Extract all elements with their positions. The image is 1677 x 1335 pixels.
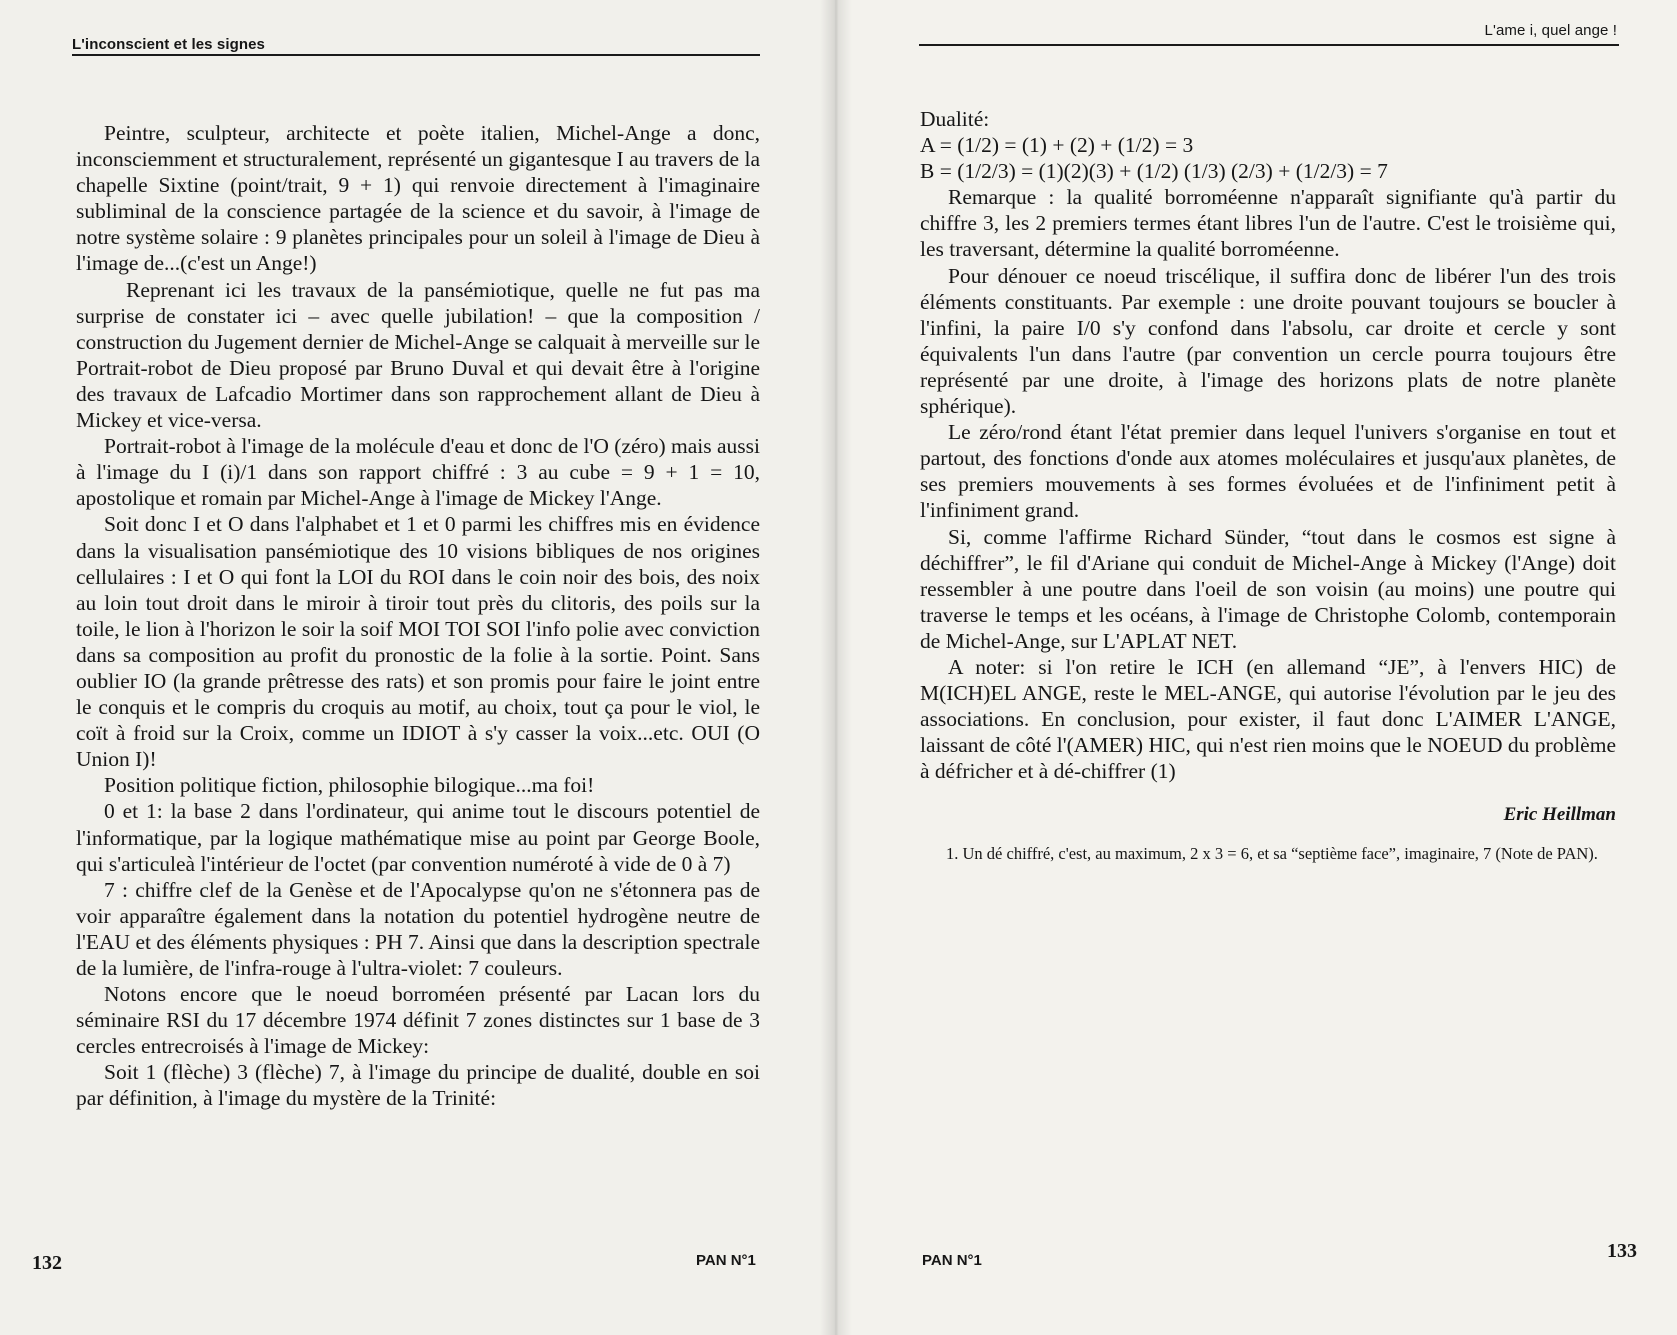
formula-b: B = (1/2/3) = (1)(2)(3) + (1/2) (1/3) (2/3) + (1/2/3) = 7 xyxy=(920,159,1388,184)
paragraph: Portrait-robot à l'image de la molécule d'eau et donc de l'O (zéro) mais aussi à l'image du I (i)/1 dans son rapport chiffré : 3 au cube = 9 + 1 = 10, apostolique et romain par Michel-Ange à l'image de Mickey l'Ange. xyxy=(76,434,760,511)
right-page xyxy=(836,0,1677,1335)
left-page-number: 132 xyxy=(32,1252,62,1274)
right-page-number: 133 xyxy=(1607,1240,1637,1262)
paragraph: Notons encore que le noeud borroméen présenté par Lacan lors du séminaire RSI du 17 décembre 1974 définit 7 zones distinctes sur 1 base de 3 cercles entrecroisés à l'image de Mickey: xyxy=(76,982,760,1059)
paragraph: 0 et 1: la base 2 dans l'ordinateur, qui anime tout le discours potentiel de l'informatique, par la logique mathématique mise au point par George Boole, qui s'articuleà l'intérieur de l'octet (par convention numéroté à vide de 0 à 7) xyxy=(76,799,760,876)
duality-label: Dualité: xyxy=(920,107,990,131)
paragraph: Le zéro/rond étant l'état premier dans lequel l'univers s'organise en tout et partout, des fonctions d'onde aux atomes moléculaires et jusqu'aux planètes, de ses premiers mouvements à ses formes évoluées et de l'infiniment petit à l'infiniment grand. xyxy=(920,420,1616,523)
paragraph: Soit 1 (flèche) 3 (flèche) 7, à l'image du principe de dualité, double en soi par définition, à l'image du mystère de la Trinité: xyxy=(76,1060,760,1111)
footnote: 1. Un dé chiffré, c'est, au maximum, 2 x 3 = 6, et sa “septième face”, imaginaire, 7 (Note de PAN). xyxy=(946,843,1598,863)
paragraph: Reprenant ici les travaux de la pansémiotique, quelle ne fut pas ma surprise de constater ici – avec quelle jubilation! – que la composition / construction du Jugement dernier de Michel-Ange se calquait à merveille sur le Portrait-robot de Dieu proposé par Bruno Duval et qui devait être à l'origine des travaux de Lafcadio Mortimer dans son rapprochement allant de Dieu à Mickey et vice-versa. xyxy=(76,277,760,433)
left-page xyxy=(0,0,836,1335)
paragraph: 7 : chiffre clef de la Genèse et de l'Apocalypse qu'on ne s'étonnera pas de voir apparaître également dans la notation du potentiel hydrogène neutre de l'EAU et des éléments physiques : PH 7. Ainsi que dans la description spectrale de la lumière, de l'infra-rouge à l'ultra-violet: 7 couleurs. xyxy=(76,877,760,980)
right-running-head: L'ame i, quel ange ! xyxy=(1484,22,1617,39)
paragraph: Si, comme l'affirme Richard Sünder, “tout dans le cosmos est signe à déchiffrer”, le fil d'Ariane qui conduit de Michel-Ange à Mickey (l'Ange) doit ressembler à une poutre dans l'oeil de son voisin (au moins) une poutre qui traverse le temps et les océans, à l'image de Christophe Colomb, contemporain de Michel-Ange, sur L'APLAT NET. xyxy=(920,524,1616,653)
right-header-rule xyxy=(919,44,1619,46)
left-body-text xyxy=(76,120,760,1112)
paragraph: Remarque : la qualité borroméenne n'apparaît signifiante qu'à partir du chiffre 3, les 2 premiers termes étant libres l'un de l'autre. C'est le troisième qui, les traversant, détermine la qualité borroméenne. xyxy=(920,185,1616,262)
author-signature: Eric Heillman xyxy=(1503,804,1616,826)
paragraph: Position politique fiction, philosophie bilogique...ma foi! xyxy=(104,773,595,798)
paragraph: Peintre, sculpteur, architecte et poète italien, Michel-Ange a donc, inconsciemment et structuralement, représenté un gigantesque I au travers de la chapelle Sixtine (point/trait, 9 + 1) qui renvoie directement à l'imaginaire subliminal de la conscience partagée de la science et du savoir, à l'image de notre système solaire : 9 planètes principales pour un soleil à l'image de Dieu à l'image de...(c'est un Ange!) xyxy=(76,121,760,276)
left-running-head: L'inconscient et les signes xyxy=(72,36,265,53)
book-gutter-shadow xyxy=(820,0,852,1335)
paragraph: Soit donc I et O dans l'alphabet et 1 et 0 parmi les chiffres mis en évidence dans la visualisation pansémiotique des 10 visions bibliques de nos origines cellulaires : I et O qui font la LOI du ROI dans le coin noir des bois, des noix au loin tout droit dans le miroir à tiroir tout près du clitoris, des poils sur la toile, le lion à l'horizon le soir la soif MOI TOI SOI l'info polie avec conviction dans sa composition au profit du pronostic de la folie à la sortie. Point. Sans oublier IO (la grande prêtresse des rats) et son promis pour faire le joint entre le conquis et le compris du croquis au motif, au choix, tout ça pour le viol, le coït à froid sur la Croix, comme un IDIOT à s'y casser la voix...etc. OUI (O Union I)! xyxy=(76,512,760,772)
right-body-text xyxy=(920,106,1616,864)
paragraph: Pour dénouer ce noeud triscélique, il suffira donc de libérer l'un des trois éléments constituants. Par exemple : une droite pouvant toujours se boucler à l'infini, la paire I/0 s'y confond dans l'absolu, car droite et cercle y sont équivalents l'un dans l'autre (par convention un cercle pourra toujours être représenté par une droite, à l'image des horizons plats de notre planète sphérique). xyxy=(920,263,1616,419)
paragraph: A noter: si l'on retire le ICH (en allemand “JE”, à l'envers HIC) de M(ICH)EL ANGE, reste le MEL-ANGE, qui autorise l'évolution par le jeu des associations. En conclusion, pour exister, il faut donc L'AIMER L'ANGE, laissant de côté l'(AMER) HIC, qui n'est rien moins que le NOEUD du problème à défricher et à dé-chiffrer (1) xyxy=(920,654,1616,784)
left-header-rule xyxy=(72,54,760,56)
formula-a: A = (1/2) = (1) + (2) + (1/2) = 3 xyxy=(920,133,1194,158)
left-issue-label: PAN N°1 xyxy=(696,1252,756,1269)
right-issue-label: PAN N°1 xyxy=(922,1252,982,1269)
